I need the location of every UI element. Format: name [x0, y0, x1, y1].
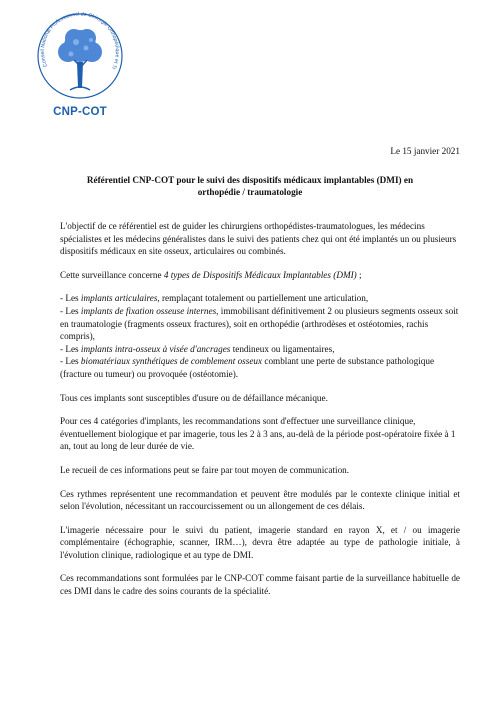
logo-arc-text: Conseil National Professionnel de Chirurgie Orthopédique et Tr: [39, 11, 121, 71]
paragraph-collection: Le recueil de ces informations peut se faire par tout moyen de communication.: [60, 464, 350, 475]
list-item: - Les biomatériaux synthétiques de comblement osseux comblant une perte de substance pathologique (fracture ou tumeur) ou provoquée (ostéotomie).: [60, 356, 435, 379]
scope-suffix: ;: [356, 269, 362, 280]
document-body: [60, 220, 460, 609]
paragraph-scope: [60, 269, 460, 282]
document-title: [60, 174, 440, 198]
paragraph-imaging: L'imagerie nécessaire pour le suivi du patient, imagerie standard en rayon X, et / ou imagerie complémentaire (échographie, scanner, IRM…), devra être adaptée au type de pathologie initiale, à l'évolution clinique, radiologique et au type de DMI.: [60, 524, 460, 560]
paragraph-conclusion: Ces recommandations sont formulées par le CNP-COT comme faisant partie de la surveillance habituelle de ces DMI dans le cadre des soins courants de la spécialité.: [60, 573, 460, 597]
paragraph-rhythms: Ces rythmes représentent une recommandation et peuvent être modulés par le contexte clinique initial et selon l'évolution, nécessitant un raccourcissement ou un allongement de ces délais.: [60, 488, 460, 512]
document-date: Le 15 janvier 2021: [390, 146, 460, 156]
paragraph-objective: L'objectif de ce référentiel est de guider les chirurgiens orthopédistes-traumatologues, les médecins spécialistes et les médecins généralistes dans le suivi des patients chez qui ont été implantés un ou plusieurs dispositifs médicaux en site osseux, articulaires ou combinés.: [60, 221, 457, 257]
tree-emblem-icon: [34, 10, 126, 106]
paragraph-wear: Tous ces implants sont susceptibles d'usure ou de défaillance mécanique.: [60, 392, 328, 403]
list-item: - Les implants de fixation osseuse internes, immobilisant définitivement 2 ou plusieurs segments osseux soit en traumatologie (fragments osseux fractures), soit en orthopédie (arthrodèses et ostéotomies, rachis compris),: [60, 305, 459, 342]
list-item: - Les implants articulaires, remplaçant totalement ou partiellement une articulation,: [60, 293, 369, 304]
dmi-type-list: [60, 292, 460, 380]
title-line-2: orthopédie / traumatologie: [197, 187, 303, 197]
logo-name: CNP-COT: [53, 106, 107, 118]
scope-emphasis: 4 types de Dispositifs Médicaux Implantables (DMI): [163, 269, 357, 280]
scope-prefix: Cette surveillance concerne: [60, 269, 164, 280]
title-line-1: Référentiel CNP-COT pour le suivi des dispositifs médicaux implantables (DMI) en: [86, 175, 414, 185]
cnp-cot-logo: [34, 10, 126, 134]
paragraph-recommendations: Pour ces 4 catégories d'implants, les recommandations sont d'effectuer une surveillance clinique, éventuellement biologique et par imagerie, tous les 2 à 3 ans, au-delà de la période post-opératoire fixée à 1 an, tout au long de leur durée de vie.: [60, 416, 456, 452]
list-item: - Les implants intra-osseux à visée d'ancrages tendineux ou ligamentaires,: [60, 343, 335, 354]
